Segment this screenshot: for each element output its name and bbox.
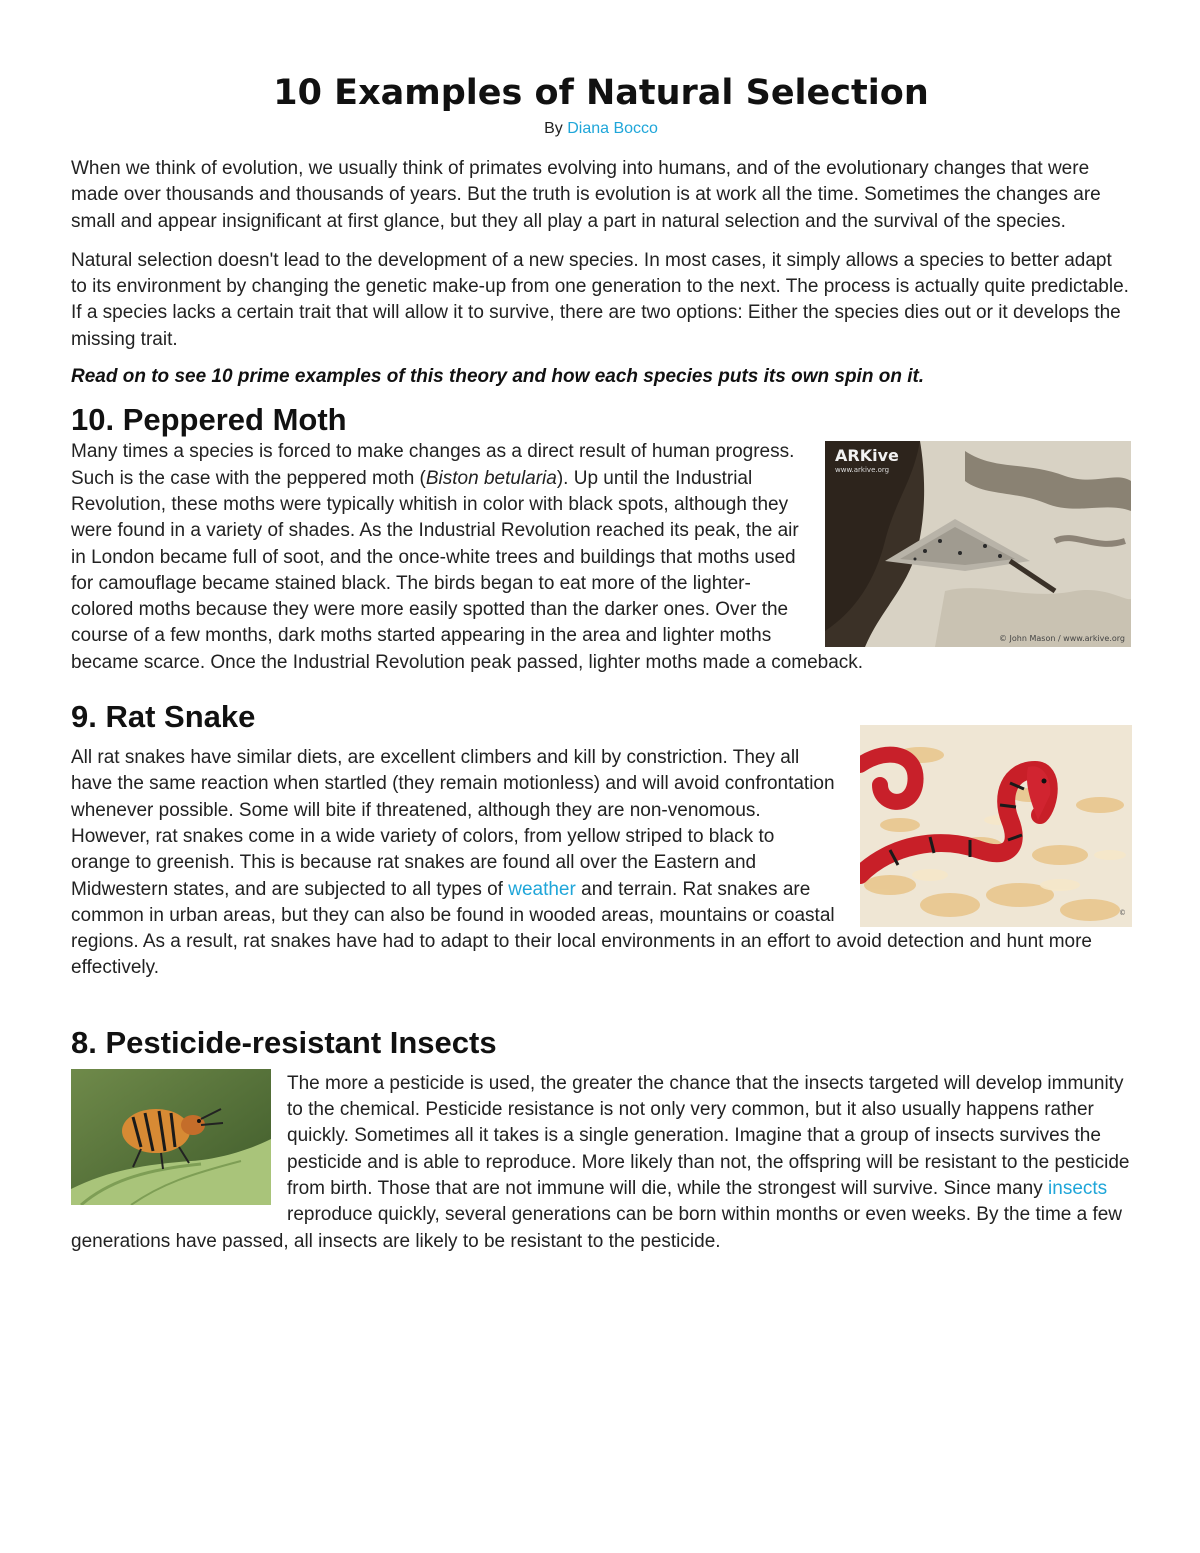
text-run: Many times a species is forced to make changes as a direct result of human progress. Such is the case with the peppered moth ( (71, 441, 795, 489)
peppered-moth-image (825, 441, 1131, 647)
image-watermark: © (1119, 909, 1126, 918)
weather-link[interactable]: weather (508, 878, 576, 900)
section-heading-rat-snake: 9. Rat Snake (71, 699, 256, 735)
scientific-name: Biston betularia (425, 467, 557, 489)
text-run: All rat snakes have similar diets, are excellent climbers and kill by constriction. They all have the same reaction when startled (they remain motionless) and will avoid confrontation whenever possible. Some will bite if threatened, although they are non-venomous. However, rat snakes come in a wide variety of colors, from yellow striped to black to orange to greenish. This is because rat snakes are found all over the Eastern and Midwestern states, and are subjected to all types of (71, 747, 835, 900)
insects-link[interactable]: insects (1048, 1177, 1108, 1199)
callout-text: Read on to see 10 prime examples of this theory and how each species puts its own spin on it. (71, 366, 925, 388)
text-run: reproduce quickly, several generations can be born within months or even weeks. By the time a few generations have passed, all insects are likely to be resistant to the pesticide. (71, 1204, 1123, 1252)
arkive-url: www.arkive.org (835, 466, 890, 475)
byline-prefix: By (544, 120, 568, 137)
page-title: 10 Examples of Natural Selection (273, 73, 929, 113)
rat-snake-image (860, 725, 1132, 927)
text-run: The more a pesticide is used, the greater the chance that the insects targeted will develop immunity to the chemical. Pesticide resistance is not only very common, but it also usually happens rather quickly. Sometimes all it takes is a single generation. Imagine that a group of insects survives the pesticide and is able to reproduce. More likely than not, the offspring will be resistant to the pesticide from birth. Those that are not immune will die, while the strongest will survive. Since many (287, 1072, 1130, 1199)
image-credit: © John Mason / www.arkive.org (998, 634, 1125, 644)
beetle-image (71, 1069, 271, 1205)
author-link[interactable]: Diana Bocco (567, 120, 658, 137)
text-run: and terrain. Rat snakes are common in urban areas, but they can also be found in wooded areas, mountains or coastal regions. As a result, rat snakes have had to adapt to their local environments in an effort to avoid detection and hunt more effectively. (71, 878, 1092, 979)
intro-paragraph: When we think of evolution, we usually think of primates evolving into humans, and of the evolutionary changes that were made over thousands and thousands of years. But the truth is evolution is at work all the time. Sometimes the changes are small and appear insignificant at first glance, but they all play a part in natural selection and the survival of the species. (71, 158, 1101, 232)
text-run: ). Up until the Industrial Revolution, these moths were typically whitish in color with black spots, although they were found in a variety of shades. As the Industrial Revolution reached its peak, the air in London became full of soot, and the once-white trees and buildings that moths used for camouflage became stained black. The birds began to eat more of the lighter-colored moths because they were more easily spotted than the darker ones. Over the course of a few months, dark moths started appearing in the area and lighter moths became scarce. Once the Industrial Revolution peak passed, lighter moths made a comeback. (71, 467, 864, 673)
byline (71, 118, 1131, 140)
intro-paragraph: Natural selection doesn't lead to the development of a new species. In most cases, it simply allows a species to better adapt to its environment by changing the genetic make-up from one generation to the next. The process is actually quite predictable. If a species lacks a certain trait that will allow it to survive, there are two options: Either the species dies out or it develops the missing trait. (71, 249, 1129, 350)
section-heading-pesticide-resistant-insects: 8. Pesticide-resistant Insects (71, 1024, 497, 1060)
arkive-logo: ARKive (835, 446, 899, 466)
article (71, 70, 1131, 1255)
section-heading-peppered-moth: 10. Peppered Moth (71, 402, 347, 438)
